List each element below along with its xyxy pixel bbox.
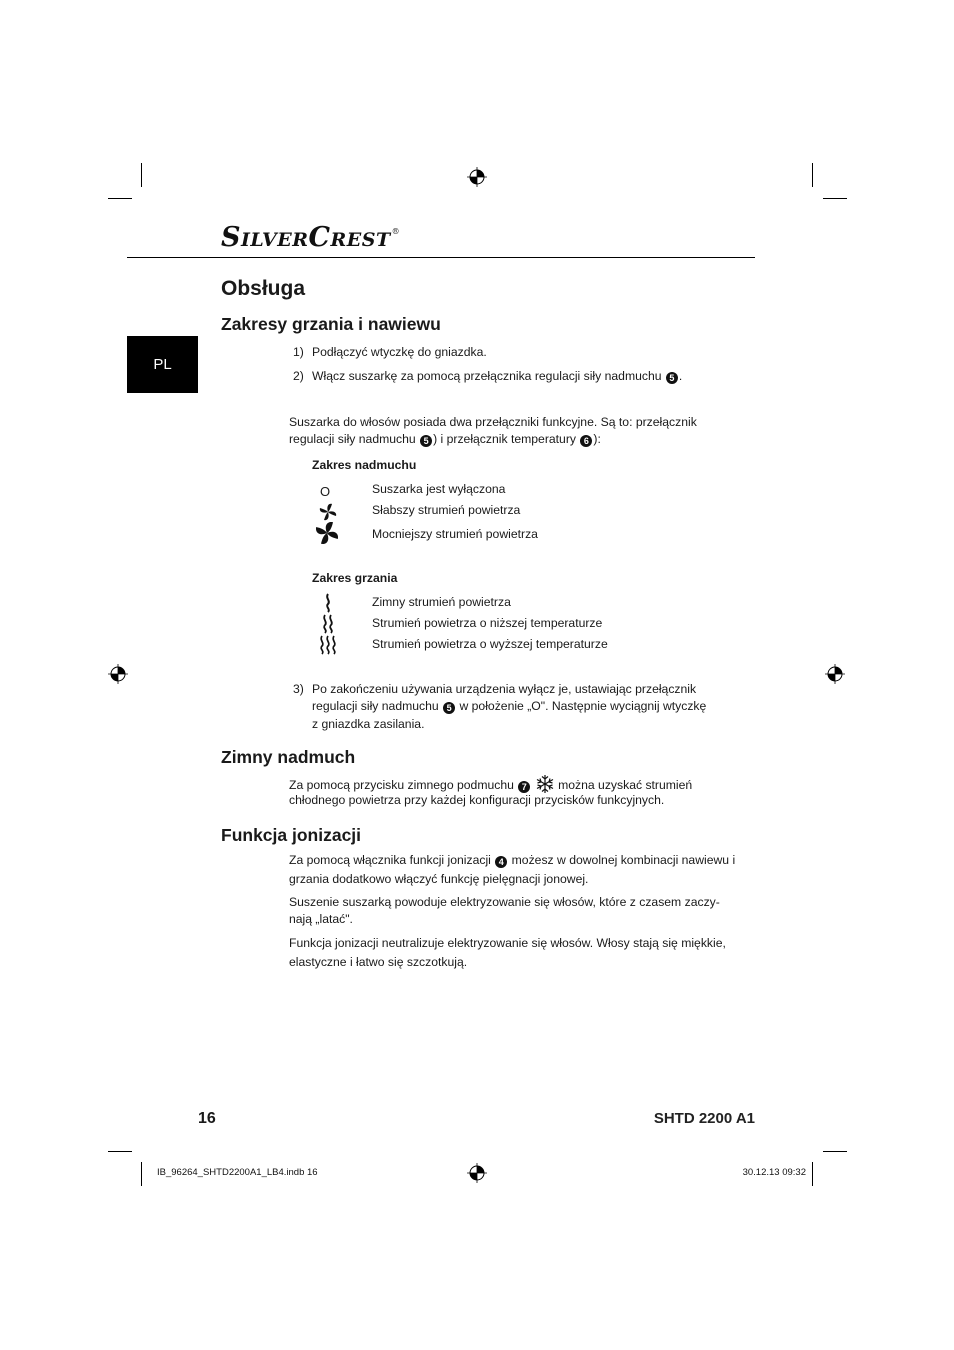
step-number: 2) [293,369,304,383]
legend-label: Mocniejszy strumień powietrza [372,527,538,541]
crop-mark [823,198,847,199]
paragraph: Suszarka do włosów posiada dwa przełączniki funkcyjne. Są to: przełącznik [289,415,697,429]
legend-label: Suszarka jest wyłączona [372,482,506,496]
ref-badge: 5 [443,702,455,714]
section-heading-heating: Zakresy grzania i nawiewu [221,314,441,334]
heat-3-icon [315,634,341,656]
ref-badge: 7 [518,781,530,793]
legend-label: Zimny strumień powietrza [372,595,511,609]
step-text: Po zakończeniu używania urządzenia wyłącz je, ustawiając przełącznik [312,682,697,696]
page-title: Obsługa [221,277,306,300]
subheading-heat: Zakres grzania [312,571,398,585]
registration-mark-icon [467,1163,487,1183]
subheading-airflow: Zakres nadmuchu [312,458,417,472]
crop-mark [141,1162,142,1186]
paragraph: elastyczne i łatwo się szczotkują. [289,955,468,969]
registration-mark-icon [467,167,487,187]
ref-badge: 5 [420,435,432,447]
page-number: 16 [198,1110,216,1127]
ref-badge: 5 [666,372,678,384]
paragraph: regulacji siły nadmuchu 5 ) i przełącznik temperatury 6 ): [289,432,601,446]
paragraph: chłodnego powietrza przy każdej konfiguracji przycisków funkcyjnych. [289,793,665,807]
crop-mark [812,163,813,187]
heat-2-icon [315,613,341,635]
off-circle-icon: O [319,483,331,499]
ref-badge: 6 [580,435,592,447]
step-text: Podłączyć wtyczkę do gniazdka. [312,345,487,359]
fan-high-icon [314,522,340,544]
ref-badge: 4 [495,856,507,868]
paragraph: Za pomocą włącznika funkcji jonizacji 4 możesz w dowolnej kombinacji nawiewu i [289,853,736,867]
section-heading-cool-shot: Zimny nadmuch [221,747,356,767]
step-text: z gniazdka zasilania. [312,717,425,731]
step-text: regulacji siły nadmuchu 5 w położenie „O". Następnie wyciągnij wtyczkę [312,699,707,713]
legend-label: Strumień powietrza o niższej temperaturze [372,616,603,630]
crop-mark [108,198,132,199]
print-slug-date: 30.12.13 09:32 [742,1167,806,1178]
crop-mark [108,1151,132,1152]
section-heading-ionization: Funkcja jonizacji [221,825,362,845]
legend-label: Strumień powietrza o wyższej temperaturze [372,637,608,651]
heat-1-icon [315,592,341,614]
registration-mark-icon [825,664,845,684]
brand-logo: SILVERCREST® [221,222,401,253]
crop-mark [812,1162,813,1186]
language-tab: PL [127,336,198,393]
fan-low-icon [315,501,341,523]
registration-mark-icon [108,664,128,684]
paragraph: Funkcja jonizacji neutralizuje elektryzowanie się włosów. Włosy stają się miękkie, [289,936,726,950]
paragraph: nają „latać". [289,912,353,926]
step-number: 3) [293,682,304,696]
step-text: Włącz suszarkę za pomocą przełącznika regulacji siły nadmuchu 5 . [312,369,683,383]
step-number: 1) [293,345,304,359]
model-number: SHTD 2200 A1 [653,1110,755,1127]
crop-mark [823,1151,847,1152]
paragraph: Za pomocą przycisku zimnego podmuchu 7 można uzyskać strumień [289,774,692,800]
crop-mark [141,163,142,187]
header-rule [127,257,755,258]
legend-label: Słabszy strumień powietrza [372,503,521,517]
print-slug-file: IB_96264_SHTD2200A1_LB4.indb 16 [157,1167,318,1178]
paragraph: Suszenie suszarką powoduje elektryzowanie się włosów, które z czasem zaczy- [289,895,720,909]
paragraph: grzania dodatkowo włączyć funkcję pielęgnacji jonowej. [289,872,589,886]
